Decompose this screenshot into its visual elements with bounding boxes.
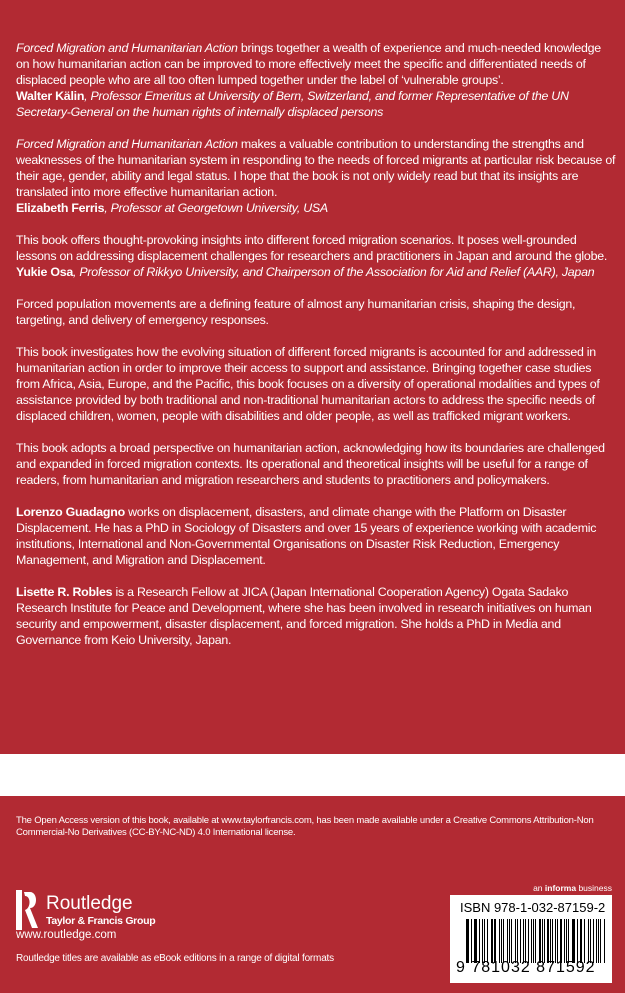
blurb-author: Elizabeth Ferris [16, 201, 105, 215]
white-band [0, 754, 625, 796]
back-cover-text [16, 40, 616, 664]
ebook-note: Routledge titles are available as eBook editions in a range of digital formats [16, 953, 334, 964]
barcode-bar [482, 919, 483, 963]
barcode-bar [593, 919, 594, 963]
barcode-bar [547, 919, 548, 963]
publisher-name: Routledge [46, 893, 133, 914]
barcode-bar [566, 919, 567, 963]
barcode-bar [511, 919, 512, 963]
barcode-bar [471, 919, 472, 963]
routledge-logo [16, 890, 155, 930]
barcode-bar [539, 919, 541, 963]
barcode-digits: 9 781032 871592 [456, 959, 596, 976]
routledge-r-icon [16, 890, 40, 930]
description-paragraph: This book investigates how the evolving situation of different forced migrants is accounted for and addressed in humanitarian action in order to improve their access to support and assistance. Bringing together case studies from Africa, Asia, Europe, and the Pacific, this book focuses on a diversity of operational modalities and types of assistance provided by both traditional and non-traditional humanitarian actors to address the specific needs of displaced children, women, people with disabilities and older people, as well as trafficked migrant workers. [16, 345, 600, 423]
open-access-notice: The Open Access version of this book, available at www.taylorfrancis.com, has been made available under a Creative Commons Attribution-Non Commercial-No Derivatives (CC-BY-NC-ND) 4.0 International license. [16, 815, 594, 838]
barcode-bar [533, 919, 534, 963]
editor-name: Lisette R. Robles [16, 585, 113, 599]
barcode-bar [535, 919, 536, 963]
editor-bio-text: is a Research Fellow at JICA (Japan International Cooperation Agency) Ogata Sadako Research Institute for Peace and Development, where she has been involved in research initiatives on human security and empowerment, disaster displacement, and forced migration. She holds a PhD in Media and Governance from Keio University, Japan. [16, 585, 592, 647]
informa-brand: informa [544, 883, 577, 893]
barcode-bar [581, 919, 582, 963]
barcode-bar [517, 919, 518, 963]
barcode-bar [598, 919, 599, 963]
barcode-bar [501, 919, 502, 963]
blurb-affiliation: , Professor of Rikkyo University, and Chairperson of the Association for Aid and Relief (AAR), Japan [73, 265, 595, 279]
isbn-label: ISBN 978-1-032-87159-2 [460, 900, 606, 915]
editor-bio-text: works on displacement, disasters, and climate change with the Platform on Disaster Displacement. He has a PhD in Sociology of Disasters and over 15 years of experience working with academic institutions, International and Non-Governmental Organisations on Disaster Risk Reduction, Emergency Management, and Migration and Displacement. [16, 505, 597, 567]
barcode-bar [479, 919, 480, 963]
barcode-bar [568, 919, 569, 963]
barcode-bar [475, 919, 477, 963]
barcode-bar [550, 919, 551, 963]
barcode-bar [492, 919, 493, 963]
informa-prefix: an [533, 883, 545, 893]
barcode-bar [588, 919, 589, 963]
book-title: Forced Migration and Humanitarian Action [16, 41, 238, 55]
editor-bio [16, 504, 616, 568]
blurb [16, 232, 616, 280]
barcode-bar [494, 919, 496, 963]
editor-name: Lorenzo Guadagno [16, 505, 125, 519]
barcode-bar [573, 919, 574, 963]
barcode-bar [503, 919, 504, 963]
barcode-bar [484, 919, 485, 963]
barcode-bar [520, 919, 521, 963]
barcode-bar [552, 919, 553, 963]
barcode-bar [600, 919, 601, 963]
publisher-url[interactable]: www.routledge.com [16, 929, 117, 941]
barcode-bar [555, 919, 556, 963]
barcode-bar [515, 919, 517, 963]
informa-business [533, 883, 612, 893]
barcode-bar [509, 919, 510, 963]
blurb-author: Yukie Osa [16, 265, 73, 279]
barcode-bar [557, 919, 558, 963]
blurb-text: brings together a wealth of experience and much-needed knowledge on how humanitarian action can be improved to more effectively meet the specific and differentiated needs of displaced people who are all too often lumped together under the label of ‘vulnerable groups’. [16, 41, 601, 87]
blurb-text: makes a valuable contribution to understanding the strengths and weaknesses of the humanitarian system in responding to the needs of forced migrants at particular risk because of their age, gender, ability and legal status. I hope that the book is not only widely read but that its insights are translated into more effective humanitarian action. [16, 137, 616, 199]
editor-bio [16, 584, 616, 648]
barcode-bar [525, 919, 526, 963]
barcode-bar [542, 919, 543, 963]
blurb-text: This book offers thought-provoking insights into different forced migration scenarios. It poses well-grounded lessons on addressing displacement challenges for researchers and practitioners in Japan and around the globe. [16, 233, 608, 263]
barcode-bar [596, 919, 597, 963]
description-paragraph: Forced population movements are a defining feature of almost any humanitarian crisis, shaping the design, targeting, and delivery of emergency responses. [16, 297, 576, 327]
barcode-bar [499, 919, 500, 963]
barcode-bar [584, 919, 586, 963]
blurb [16, 136, 616, 216]
barcode-bar [523, 919, 524, 963]
barcode-bar [467, 919, 468, 963]
publisher-group: Taylor & Francis Group [46, 915, 156, 927]
barcode-bar [544, 919, 545, 963]
barcode-bars [466, 919, 606, 963]
blurb [16, 40, 616, 120]
barcode-bar [604, 919, 605, 963]
barcode-bar [590, 919, 591, 963]
barcode-bar [577, 919, 578, 963]
isbn-barcode [450, 895, 612, 983]
blurb-affiliation: , Professor at Georgetown University, USA [104, 201, 328, 215]
barcode-bar [487, 919, 488, 963]
blurb-affiliation: , Professor Emeritus at University of Bern, Switzerland, and former Representative of the UN Secretary-General on the human rights of internally displaced persons [16, 89, 569, 119]
book-title: Forced Migration and Humanitarian Action [16, 137, 238, 151]
barcode-bar [528, 919, 529, 963]
barcode-bar [507, 919, 508, 963]
barcode-bar [560, 919, 562, 963]
description-paragraph: This book adopts a broad perspective on humanitarian action, acknowledging how its boundaries are challenged and expanded in forced migration contexts. Its operational and theoretical insights will be useful for a range of readers, from humanitarian and migration researchers and students to practitioners and policymakers. [16, 441, 605, 487]
informa-suffix: business [576, 883, 612, 893]
blurb-author: Walter Kälin [16, 89, 85, 103]
